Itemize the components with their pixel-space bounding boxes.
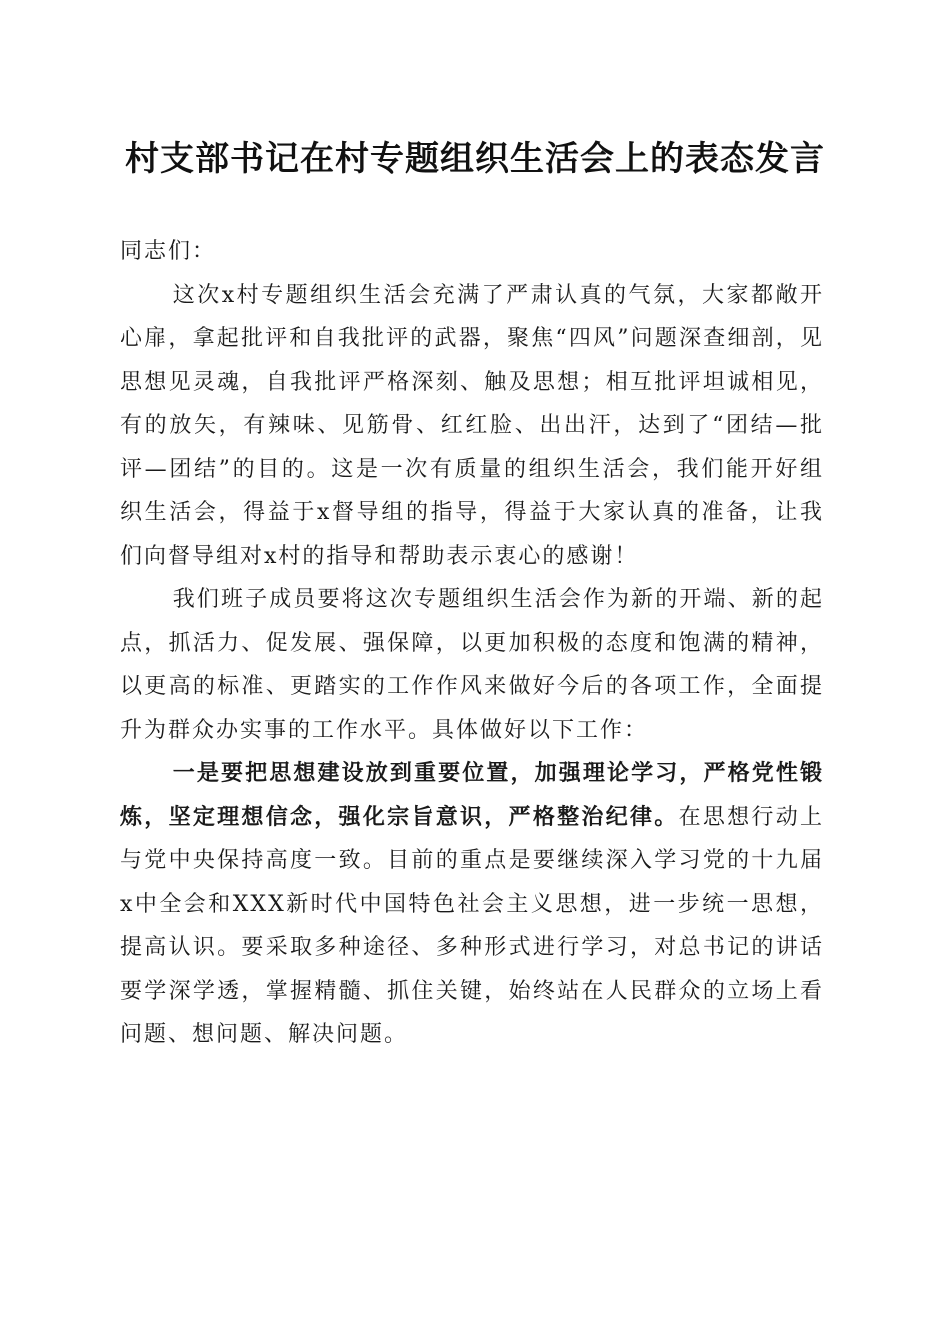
paragraph-3-text: 在思想行动上与党中央保持高度一致。目前的重点是要继续深入学习党的十九届x中全会和XXX新时代中国特色社会主义思想，进一步统一思想，提高认识。要采取多种途径、多种形式进行学习，对总书记的讲话要学深学透，掌握精髓、抓住关键，始终站在人民群众的立场上看问题、想问题、解决问题。 [120,804,824,1047]
document-body [120,230,824,1057]
paragraph-1: 这次x村专题组织生活会充满了严肃认真的气氛，大家都敞开心扉，拿起批评和自我批评的武器，聚焦“四风”问题深查细剖，见思想见灵魂，自我批评严格深刻、触及思想；相互批评坦诚相见，有的放矢，有辣味、见筋骨、红红脸、出出汗，达到了“团结—批评—团结”的目的。这是一次有质量的组织生活会，我们能开好组织生活会，得益于x督导组的指导，得益于大家认真的准备，让我们向督导组对x村的指导和帮助表示衷心的感谢！ [120,282,824,569]
document-title: 村支部书记在村专题组织生活会上的表态发言 [125,139,825,179]
salutation: 同志们： [120,239,217,264]
paragraph-2: 我们班子成员要将这次专题组织生活会作为新的开端、新的起点，抓活力、促发展、强保障，以更加积极的态度和饱满的精神，以更高的标准、更踏实的工作作风来做好今后的各项工作，全面提升为群众办实事的工作水平。具体做好以下工作： [120,587,824,743]
paragraph-3-lead-sentence: 一是要把思想建设放到重要位置，加强理论学习，严格党性锻炼，坚定理想信念，强化宗旨意识，严格整治纪律。 [120,760,824,830]
paragraph-3 [120,752,824,1057]
